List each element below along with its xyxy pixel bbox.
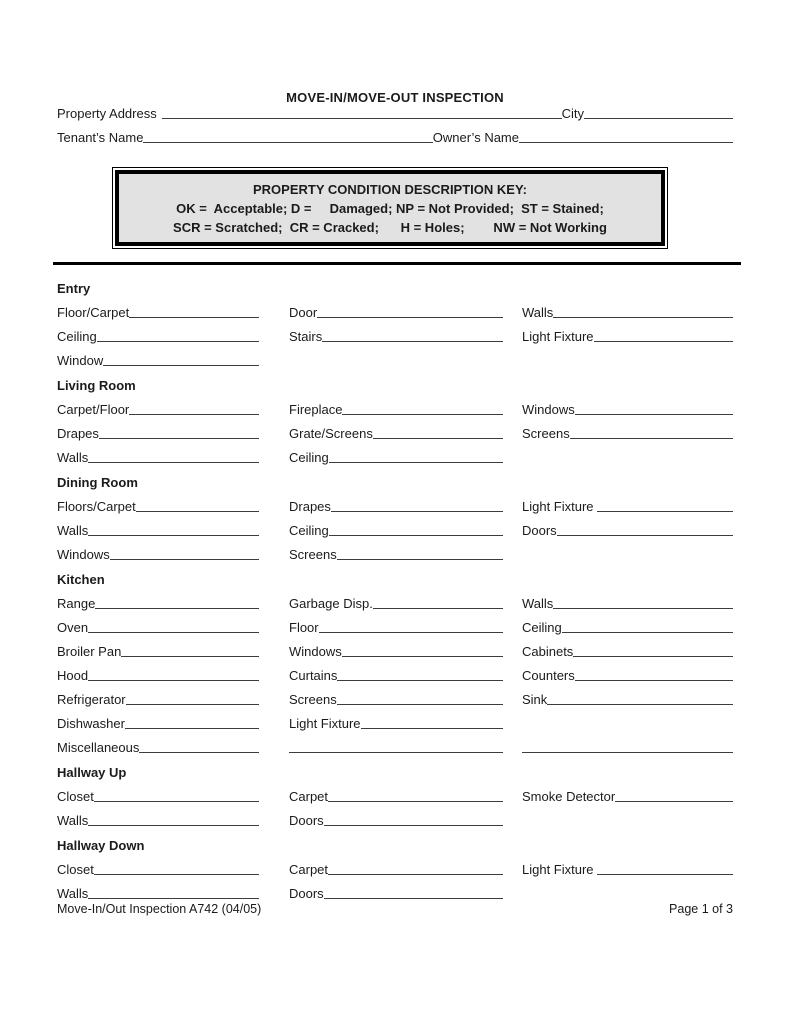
- field-label: Counters: [522, 668, 575, 683]
- field-cell: [57, 514, 289, 538]
- field-blank-line: [99, 438, 259, 439]
- field-blank-line: [317, 317, 503, 318]
- field-label: Walls: [57, 523, 89, 538]
- field-row: [57, 490, 733, 514]
- field-label: Light Fixture: [522, 862, 598, 877]
- field-label: Drapes: [289, 499, 331, 514]
- field-label: Floor: [289, 620, 319, 635]
- field-row: [57, 731, 733, 755]
- field-cell: [289, 344, 522, 368]
- field-blank-line: [88, 898, 259, 899]
- field-blank-line: [129, 317, 259, 318]
- condition-key-line-2: SCR = Scratched; CR = Cracked; H = Holes; NW = Not Working: [173, 220, 607, 235]
- field-label: Closet: [57, 789, 94, 804]
- field-blank-line: [373, 438, 503, 439]
- field-cell: [289, 683, 522, 707]
- field-label: Floor/Carpet: [57, 305, 130, 320]
- city-label: City: [561, 106, 584, 121]
- field-row: [57, 441, 733, 465]
- field-blank-line: [594, 341, 733, 342]
- field-cell: [57, 587, 289, 611]
- condition-key-box-inner: [115, 170, 665, 246]
- form-title: MOVE-IN/MOVE-OUT INSPECTION: [286, 90, 504, 105]
- field-row: [57, 804, 733, 828]
- field-cell: [522, 683, 733, 707]
- field-row: [57, 587, 733, 611]
- field-cell: [522, 707, 733, 731]
- field-row: [57, 514, 733, 538]
- field-label: Drapes: [57, 426, 99, 441]
- property-address-line: [162, 118, 562, 119]
- field-label: Broiler Pan: [57, 644, 122, 659]
- field-blank-line: [88, 680, 259, 681]
- field-label: Ceiling: [57, 329, 97, 344]
- field-label: Walls: [57, 813, 89, 828]
- field-row: [57, 780, 733, 804]
- field-row: [57, 320, 733, 344]
- field-row: [57, 296, 733, 320]
- field-blank-line: [324, 898, 503, 899]
- field-label: Screens: [289, 692, 337, 707]
- field-cell: [57, 780, 289, 804]
- field-cell: [289, 417, 522, 441]
- field-label: Walls: [57, 886, 89, 901]
- field-cell: [522, 611, 733, 635]
- field-blank-line: [94, 801, 259, 802]
- field-cell: [289, 296, 522, 320]
- section-title: Living Room: [57, 378, 136, 393]
- field-blank-line: [121, 656, 259, 657]
- field-blank-line: [562, 632, 733, 633]
- field-cell: [289, 393, 522, 417]
- field-label: Doors: [522, 523, 557, 538]
- field-cell: [522, 853, 733, 877]
- footer-page-number: Page 1 of 3: [669, 902, 733, 916]
- field-blank-line: [547, 704, 733, 705]
- field-label: Windows: [289, 644, 342, 659]
- field-cell: [57, 804, 289, 828]
- field-blank-line: [597, 511, 733, 512]
- condition-key-line-1: OK = Acceptable; D = Damaged; NP = Not Provided; ST = Stained;: [176, 201, 604, 216]
- field-cell: [57, 441, 289, 465]
- field-cell: [57, 320, 289, 344]
- field-cell: [522, 877, 733, 901]
- section-title: Hallway Down: [57, 838, 145, 853]
- field-blank-line: [125, 728, 259, 729]
- field-label: Window: [57, 353, 104, 368]
- field-label: Light Fixture: [522, 329, 594, 344]
- field-blank-line: [88, 632, 259, 633]
- field-cell: [57, 538, 289, 562]
- field-cell: [289, 538, 522, 562]
- field-label: Doors: [289, 813, 324, 828]
- field-label: Floors/Carpet: [57, 499, 136, 514]
- field-cell: [57, 731, 289, 755]
- field-blank-line: [337, 680, 503, 681]
- field-cell: [57, 393, 289, 417]
- field-label: Screens: [289, 547, 337, 562]
- field-cell: [57, 635, 289, 659]
- field-row: [57, 611, 733, 635]
- field-blank-line: [328, 801, 503, 802]
- field-blank-line: [342, 656, 503, 657]
- field-cell: [289, 514, 522, 538]
- field-label: Light Fixture: [289, 716, 361, 731]
- field-cell: [57, 853, 289, 877]
- property-address-label: Property Address: [57, 106, 157, 121]
- field-label: Cabinets: [522, 644, 574, 659]
- property-address-row: [57, 105, 733, 121]
- field-cell: [522, 731, 733, 755]
- field-label: Fireplace: [289, 402, 343, 417]
- field-cell: [522, 441, 733, 465]
- field-label: Windows: [522, 402, 575, 417]
- field-row: [57, 538, 733, 562]
- field-cell: [289, 635, 522, 659]
- field-blank-line: [97, 341, 259, 342]
- field-cell: [289, 804, 522, 828]
- field-blank-line: [329, 462, 503, 463]
- field-cell: [57, 707, 289, 731]
- field-blank-line: [337, 559, 503, 560]
- field-blank-line: [331, 511, 503, 512]
- field-cell: [522, 393, 733, 417]
- field-cell: [522, 417, 733, 441]
- field-blank-line: [557, 535, 733, 536]
- field-label: Door: [289, 305, 318, 320]
- field-label: Doors: [289, 886, 324, 901]
- field-cell: [57, 611, 289, 635]
- field-row: [57, 659, 733, 683]
- field-blank-line: [328, 874, 503, 875]
- field-row: [57, 707, 733, 731]
- tenant-name-line: [143, 142, 432, 143]
- field-label: Ceiling: [522, 620, 562, 635]
- field-label: Walls: [57, 450, 89, 465]
- field-cell: [522, 344, 733, 368]
- field-blank-line: [553, 608, 733, 609]
- field-label: Hood: [57, 668, 89, 683]
- field-blank-line: [110, 559, 259, 560]
- section-title: Entry: [57, 281, 91, 296]
- field-blank-line: [88, 825, 259, 826]
- field-cell: [522, 514, 733, 538]
- condition-key-title: PROPERTY CONDITION DESCRIPTION KEY:: [253, 182, 527, 197]
- field-cell: [289, 659, 522, 683]
- field-blank-line: [337, 704, 503, 705]
- field-cell: [289, 853, 522, 877]
- field-cell: [522, 320, 733, 344]
- field-label: Range: [57, 596, 96, 611]
- field-label: Oven: [57, 620, 89, 635]
- field-blank-line: [136, 511, 259, 512]
- field-label: Curtains: [289, 668, 338, 683]
- field-row: [57, 683, 733, 707]
- field-cell: [289, 441, 522, 465]
- field-cell: [57, 417, 289, 441]
- field-blank-line: [94, 874, 259, 875]
- city-line: [584, 118, 733, 119]
- inspection-sections: [57, 271, 733, 901]
- field-label: Carpet/Floor: [57, 402, 130, 417]
- field-blank-line: [361, 728, 503, 729]
- section-title: Hallway Up: [57, 765, 127, 780]
- field-cell: [289, 877, 522, 901]
- condition-key-box: [112, 167, 668, 249]
- field-cell: [289, 611, 522, 635]
- field-blank-line: [289, 752, 503, 753]
- field-label: Carpet: [289, 862, 329, 877]
- field-label: Walls: [522, 596, 554, 611]
- field-label: Miscellaneous: [57, 740, 140, 755]
- field-blank-line: [95, 608, 259, 609]
- field-blank-line: [329, 535, 503, 536]
- field-cell: [57, 659, 289, 683]
- field-cell: [57, 683, 289, 707]
- field-blank-line: [139, 752, 259, 753]
- field-blank-line: [319, 632, 503, 633]
- field-blank-line: [373, 608, 503, 609]
- tenant-owner-row: [57, 121, 733, 145]
- field-row: [57, 635, 733, 659]
- field-blank-line: [342, 414, 503, 415]
- field-label: Sink: [522, 692, 548, 707]
- field-cell: [57, 344, 289, 368]
- field-label: Stairs: [289, 329, 323, 344]
- field-blank-line: [522, 752, 733, 753]
- field-blank-line: [129, 414, 259, 415]
- field-label: Carpet: [289, 789, 329, 804]
- field-cell: [289, 490, 522, 514]
- field-cell: [522, 635, 733, 659]
- owner-name-line: [519, 142, 733, 143]
- field-cell: [522, 490, 733, 514]
- section-title: Kitchen: [57, 572, 105, 587]
- field-row: [57, 417, 733, 441]
- field-label: Screens: [522, 426, 570, 441]
- field-label: Ceiling: [289, 523, 329, 538]
- field-label: Ceiling: [289, 450, 329, 465]
- field-cell: [522, 780, 733, 804]
- field-cell: [289, 731, 522, 755]
- field-blank-line: [575, 414, 733, 415]
- field-blank-line: [88, 535, 259, 536]
- field-blank-line: [553, 317, 733, 318]
- field-label: Garbage Disp.: [289, 596, 373, 611]
- field-cell: [289, 587, 522, 611]
- field-cell: [289, 780, 522, 804]
- footer-document-id: Move-In/Out Inspection A742 (04/05): [57, 902, 262, 916]
- field-row: [57, 853, 733, 877]
- field-label: Dishwasher: [57, 716, 125, 731]
- field-cell: [522, 296, 733, 320]
- field-cell: [289, 707, 522, 731]
- field-blank-line: [324, 825, 503, 826]
- section-title: Dining Room: [57, 475, 138, 490]
- field-label: Grate/Screens: [289, 426, 373, 441]
- field-label: Closet: [57, 862, 94, 877]
- field-cell: [522, 538, 733, 562]
- field-blank-line: [615, 801, 733, 802]
- field-cell: [522, 587, 733, 611]
- tenant-name-label: Tenant’s Name: [57, 130, 144, 145]
- page-footer: [57, 901, 733, 917]
- field-row: [57, 393, 733, 417]
- field-cell: [289, 320, 522, 344]
- field-blank-line: [573, 656, 733, 657]
- field-blank-line: [88, 462, 259, 463]
- field-label: Light Fixture: [522, 499, 598, 514]
- field-blank-line: [103, 365, 259, 366]
- field-row: [57, 877, 733, 901]
- field-row: [57, 344, 733, 368]
- field-cell: [57, 877, 289, 901]
- field-cell: [522, 659, 733, 683]
- field-blank-line: [575, 680, 733, 681]
- field-label: Windows: [57, 547, 110, 562]
- field-blank-line: [570, 438, 733, 439]
- field-label: Smoke Detector: [522, 789, 616, 804]
- field-cell: [57, 296, 289, 320]
- field-blank-line: [597, 874, 733, 875]
- field-blank-line: [322, 341, 503, 342]
- field-blank-line: [126, 704, 259, 705]
- field-cell: [57, 490, 289, 514]
- field-label: Refrigerator: [57, 692, 126, 707]
- field-cell: [522, 804, 733, 828]
- section-divider: [53, 262, 741, 265]
- owner-name-label: Owner’s Name: [432, 130, 519, 145]
- field-label: Walls: [522, 305, 554, 320]
